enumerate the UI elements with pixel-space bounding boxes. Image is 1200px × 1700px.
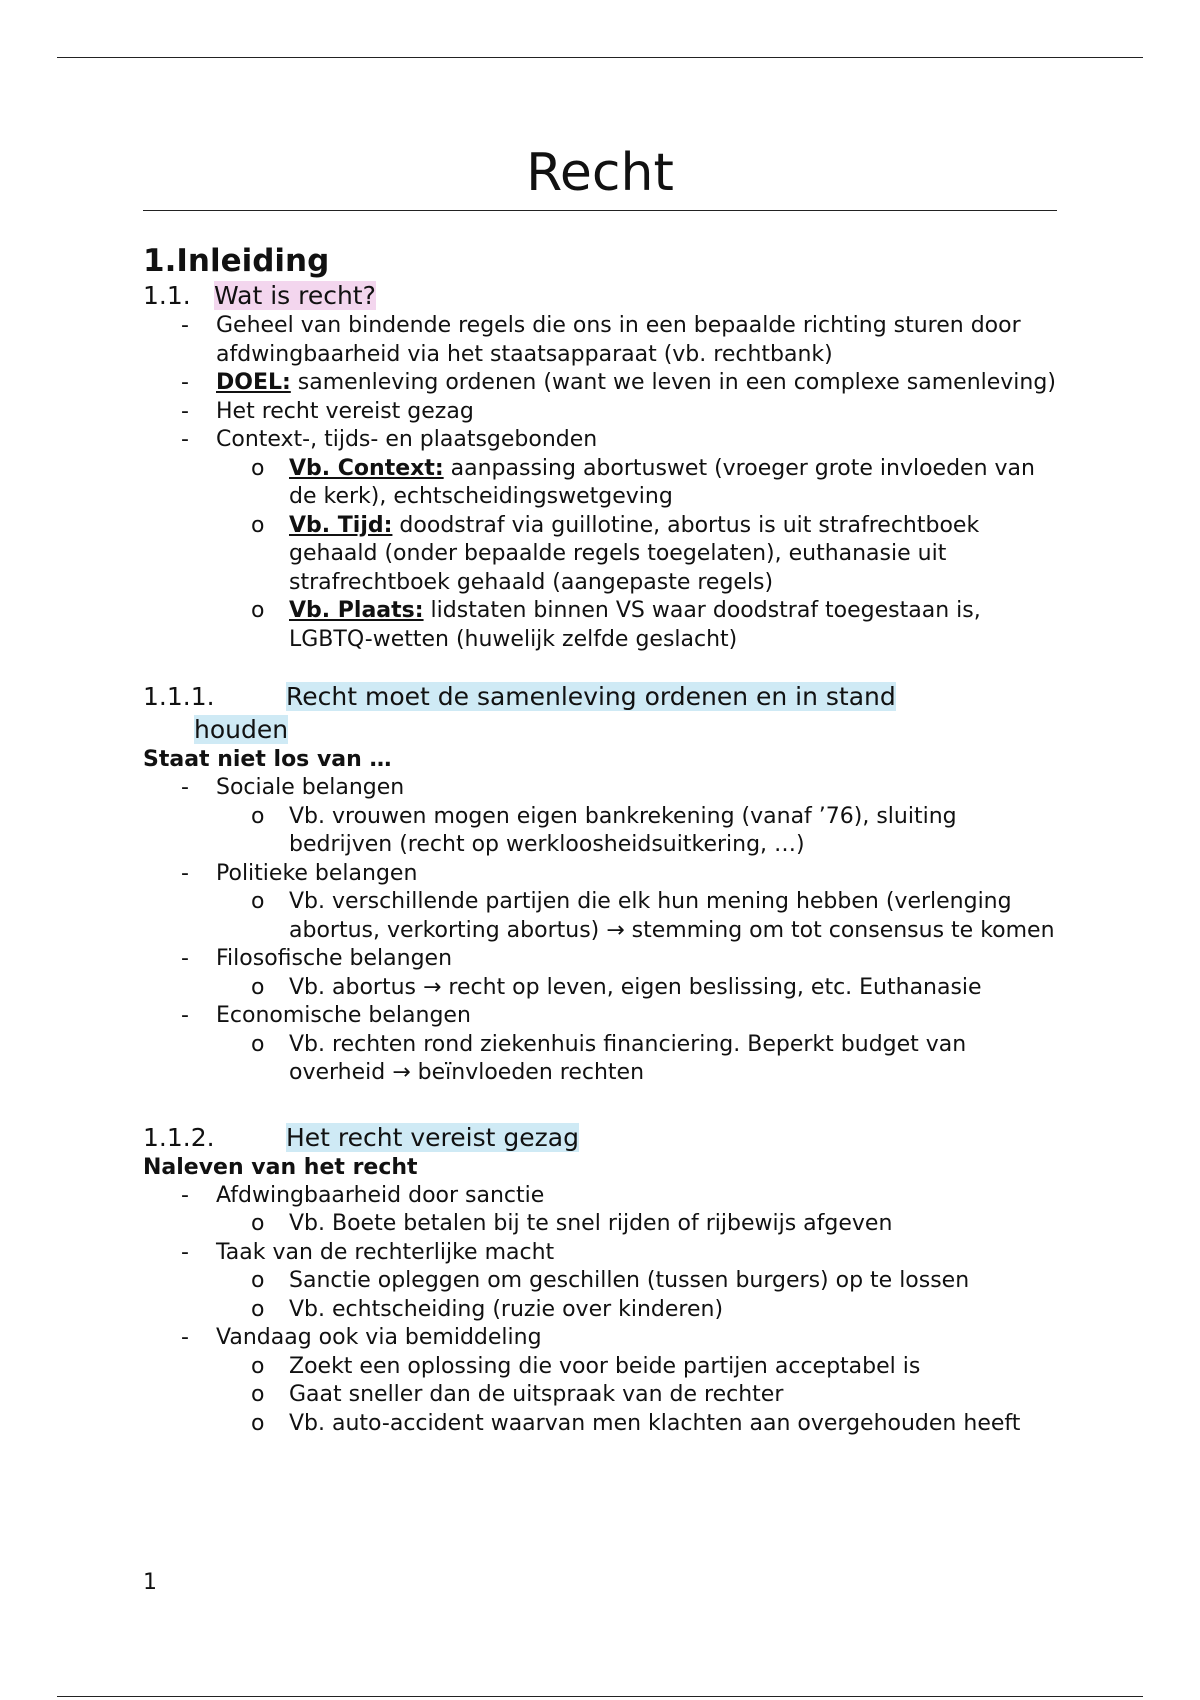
list-item <box>143 426 1057 654</box>
section-heading-1-1-1 <box>143 680 1057 746</box>
section-title-line-1: Recht moet de samenleving ordenen en in stand <box>286 682 896 711</box>
sub-list <box>289 803 1057 860</box>
subheading: Naleven van het recht <box>143 1154 418 1180</box>
sub-list-item: o Vb. abortus → recht op leven, eigen beslissing, etc. Euthanasie <box>289 974 1057 1003</box>
section-title-line-2: houden <box>194 715 289 744</box>
section-heading-1-1 <box>143 279 1057 312</box>
list-item <box>143 1002 1057 1088</box>
sub-list-item: o Vb. Boete betalen bij te snel rijden of rijbewijs afgeven <box>289 1210 1057 1239</box>
sub-list <box>289 1031 1057 1088</box>
list-item-text: Taak van de rechterlijke macht <box>216 1239 555 1265</box>
section-number: 1.1.1. <box>143 682 215 711</box>
sub-list-item-lead: Vb. Context: <box>289 455 444 481</box>
sub-list-item-lead: Vb. Tijd: <box>289 512 393 538</box>
sub-list-item: o Vb. verschillende partijen die elk hun mening hebben (verlenging abortus, verkorting abortus) → stemming om tot consensus te komen <box>289 888 1057 945</box>
list-item-text: Economische belangen <box>216 1003 471 1028</box>
bullet-list <box>143 312 1057 654</box>
sub-list-item-text: lidstaten binnen VS waar doodstraf toegestaan is, LGBTQ-wetten (huwelijk zelfde geslacht) <box>289 598 981 652</box>
section-title: Het recht vereist gezag <box>286 1122 579 1152</box>
list-item <box>143 774 1057 860</box>
sub-list-item: o Sanctie opleggen om geschillen (tussen burgers) op te lossen <box>289 1267 1057 1296</box>
sub-list <box>289 1353 1057 1439</box>
subheading: Staat niet los van … <box>143 747 392 772</box>
list-item-text: Filosofische belangen <box>216 946 453 971</box>
chapter-heading: 1.Inleiding <box>143 243 330 279</box>
list-item <box>143 369 1057 398</box>
sub-list-item-text: doodstraf via guillotine, abortus is uit strafrechtboek gehaald (onder bepaalde regels toegelaten), euthanasie uit strafrechtboek gehaald (aangepaste regels) <box>289 512 980 595</box>
list-item-text: Politieke belangen <box>216 860 418 886</box>
bullet-list <box>143 1182 1057 1439</box>
sub-list <box>289 888 1057 945</box>
list-item-text: Vandaag ook via bemiddeling <box>216 1325 542 1350</box>
page-number: 1 <box>143 1570 157 1595</box>
list-item-lead: DOEL: <box>216 370 291 395</box>
sub-list-item <box>289 597 1057 654</box>
list-item: - Het recht vereist gezag <box>143 398 1057 427</box>
list-item-text: Context-, tijds- en plaatsgebonden <box>216 427 598 452</box>
sub-list-item: o Vb. vrouwen mogen eigen bankrekening (vanaf ’76), sluiting bedrijven (recht op werkloosheidsuitkering, …) <box>289 803 1057 860</box>
section-title: Wat is recht? <box>214 281 376 310</box>
list-item-text: Afdwingbaarheid door sanctie <box>216 1182 545 1208</box>
bullet-list <box>143 774 1057 1088</box>
sub-list <box>289 1267 1057 1324</box>
sub-list <box>289 1210 1057 1239</box>
sub-list-item: o Zoekt een oplossing die voor beide partijen acceptabel is <box>289 1353 1057 1382</box>
sub-list <box>289 974 1057 1003</box>
document-body <box>143 138 1057 1438</box>
section-number: 1.1. <box>143 281 191 310</box>
sub-list-item: o Vb. echtscheiding (ruzie over kinderen) <box>289 1296 1057 1325</box>
list-item-text: samenleving ordenen (want we leven in een complexe samenleving) <box>290 370 1056 395</box>
list-item <box>143 945 1057 1002</box>
list-item <box>143 1324 1057 1438</box>
section-heading-1-1-2 <box>143 1121 1057 1154</box>
sub-list <box>289 455 1057 655</box>
sub-list-item: o Gaat sneller dan de uitspraak van de rechter <box>289 1381 1057 1410</box>
list-item: - Geheel van bindende regels die ons in een bepaalde richting sturen door afdwingbaarheid via het staatsapparaat (vb. rechtbank) <box>143 312 1057 369</box>
sub-list-item <box>289 455 1057 512</box>
list-item <box>143 1182 1057 1239</box>
list-item <box>143 860 1057 946</box>
sub-list-item: o Vb. auto-accident waarvan men klachten aan overgehouden heeft <box>289 1410 1057 1439</box>
sub-list-item-lead: Vb. Plaats: <box>289 598 424 623</box>
list-item-text: Sociale belangen <box>216 775 405 800</box>
sub-list-item: o Vb. rechten rond ziekenhuis financiering. Beperkt budget van overheid → beïnvloeden rechten <box>289 1031 1057 1088</box>
sub-list-item <box>289 512 1057 598</box>
list-item <box>143 1239 1057 1325</box>
sub-list-item-text: aanpassing abortuswet (vroeger grote invloeden van de kerk), echtscheidingswetgeving <box>289 455 1035 509</box>
header-rule <box>57 57 1143 58</box>
document-title: Recht <box>143 138 1057 211</box>
section-number: 1.1.2. <box>143 1122 215 1152</box>
footer-rule <box>57 1696 1143 1697</box>
